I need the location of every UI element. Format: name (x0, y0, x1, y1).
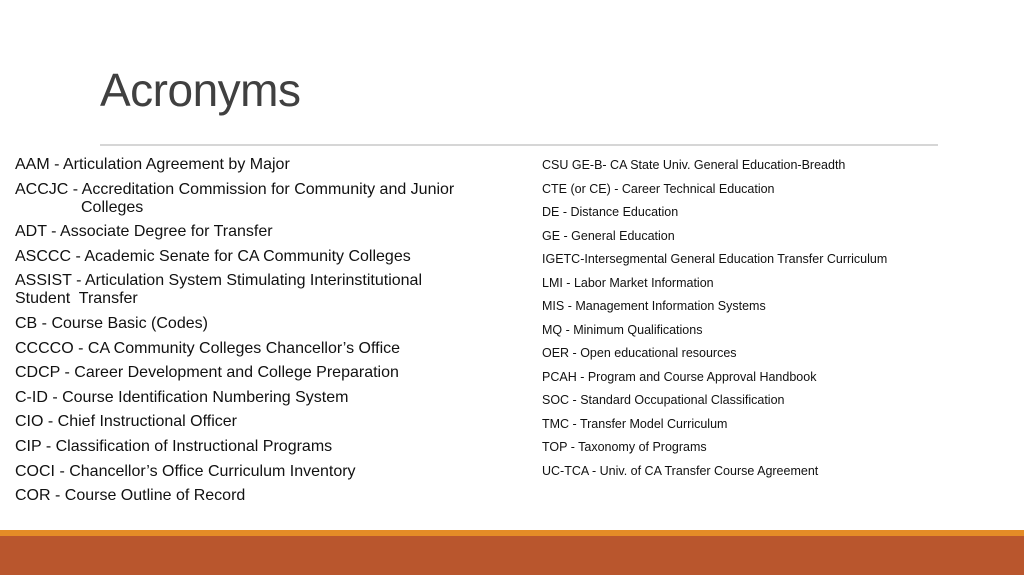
list-item (15, 487, 485, 505)
list-item (15, 315, 485, 333)
acronym-text: CIO - Chief Instructional Officer (15, 413, 237, 431)
list-item (15, 413, 485, 431)
acronym-text: CCCCO - CA Community Colleges Chancellor’s Office (15, 339, 401, 357)
list-item: LMI - Labor Market Information (542, 275, 714, 290)
list-item: OER - Open educational resources (542, 346, 737, 360)
acronym-text: COCI - Chancellor’s Office Curriculum Inventory (15, 462, 356, 480)
acronym-text: COR - Course Outline of Record (15, 487, 246, 505)
list-item: CSU GE-B- CA State Univ. General Education-Breadth (542, 158, 846, 172)
list-item (15, 389, 485, 407)
list-item (15, 223, 485, 241)
list-item (15, 156, 485, 174)
acronym-text: CIP - Classification of Instructional Programs (15, 437, 333, 455)
title-divider (100, 144, 938, 146)
acronym-text: CDCP - Career Development and College Preparation (15, 364, 399, 382)
list-item: TMC - Transfer Model Curriculum (542, 416, 728, 431)
acronym-text-continued: Student Transfer (15, 290, 138, 308)
list-item: SOC - Standard Occupational Classification (542, 393, 785, 407)
acronym-text: CB - Course Basic (Codes) (15, 314, 208, 332)
footer-band (0, 536, 1024, 575)
list-item (15, 340, 485, 358)
list-item: UC-TCA - Univ. of CA Transfer Course Agreement (542, 463, 819, 478)
acronym-text: ACCJC - Accreditation Commission for Community and Junior (15, 180, 455, 198)
list-item (15, 438, 485, 456)
slide-title: Acronyms (100, 64, 301, 116)
list-item (15, 181, 485, 217)
list-item (15, 463, 485, 481)
list-item: MQ - Minimum Qualifications (542, 322, 703, 337)
list-item: PCAH - Program and Course Approval Handbook (542, 369, 817, 384)
acronym-text: ASCCC - Academic Senate for CA Community Colleges (15, 247, 411, 265)
acronym-text: ADT - Associate Degree for Transfer (15, 223, 273, 241)
acronym-text-continued: Colleges (81, 198, 144, 216)
list-item: TOP - Taxonomy of Programs (542, 440, 707, 454)
list-item (15, 272, 485, 308)
list-item (15, 364, 485, 382)
list-item: DE - Distance Education (542, 205, 679, 219)
list-item (15, 248, 485, 266)
acronym-text: C-ID - Course Identification Numbering System (15, 388, 349, 406)
list-item: IGETC-Intersegmental General Education Transfer Curriculum (542, 252, 888, 266)
list-item: CTE (or CE) - Career Technical Education (542, 181, 775, 196)
acronym-list-left (15, 156, 485, 512)
acronym-text: ASSIST - Articulation System Stimulating Interinstitutional (15, 272, 422, 290)
list-item: MIS - Management Information Systems (542, 299, 766, 313)
acronym-list-right (542, 157, 1002, 486)
list-item: GE - General Education (542, 228, 675, 243)
acronym-text: AAM - Articulation Agreement by Major (15, 156, 290, 173)
